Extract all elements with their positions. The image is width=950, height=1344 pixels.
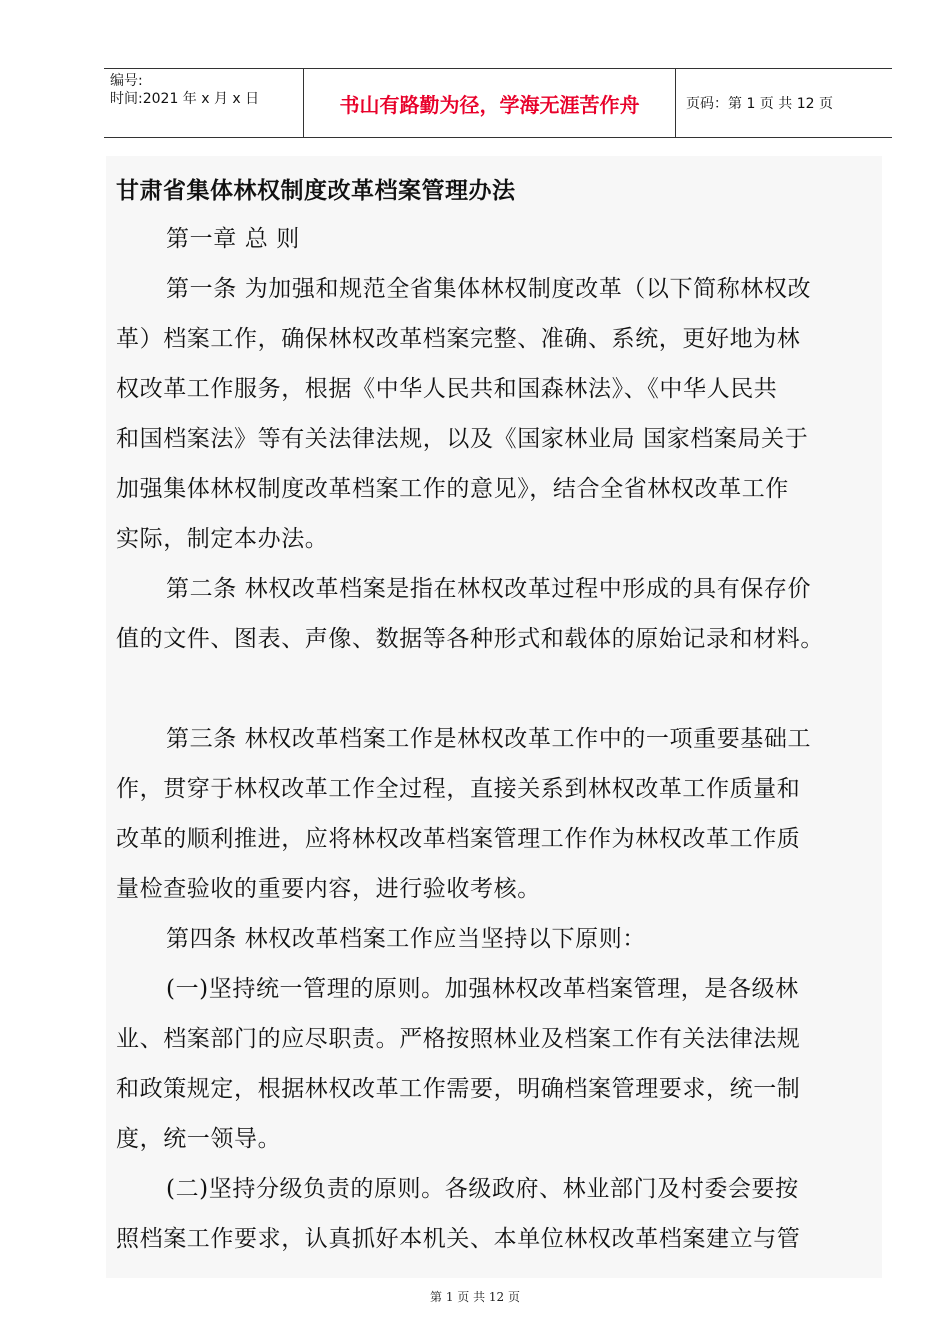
paragraph-line: 改革的顺利推进，应将林权改革档案管理工作作为林权改革工作质: [116, 826, 801, 852]
article-1: [116, 264, 886, 564]
paragraph-line: (一)坚持统一管理的原则。加强林权改革档案管理，是各级林: [166, 976, 799, 1002]
paragraph-line: 和国档案法》等有关法律法规，以及《国家林业局 国家档案局关于: [116, 426, 809, 452]
article-2: [116, 564, 886, 664]
article-3: [116, 714, 886, 914]
header-meta: [104, 69, 304, 137]
time-label: 时间:2021 年 x 月 x 日: [110, 91, 260, 107]
principle-2: [116, 1164, 886, 1264]
paragraph-line: 量检查验收的重要内容，进行验收考核。: [116, 876, 541, 902]
header-page-label: 页码：第 1 页 共 12 页: [686, 96, 833, 112]
page-header: [104, 68, 892, 138]
page-footer: 第 1 页 共 12 页: [430, 1290, 520, 1304]
chapter-text: 第一章 总 则: [166, 226, 300, 252]
paragraph-line: 第一条 为加强和规范全省集体林权制度改革（以下简称林权改: [166, 276, 812, 302]
article-4: [116, 914, 886, 964]
paragraph-line: 第二条 林权改革档案是指在林权改革过程中形成的具有保存价: [166, 576, 812, 602]
principle-1: [116, 964, 886, 1164]
paragraph-line: 加强集体林权制度改革档案工作的意见》，结合全省林权改革工作: [116, 476, 789, 502]
paragraph-line: 度，统一领导。: [116, 1126, 282, 1152]
paragraph-line: 第三条 林权改革档案工作是林权改革工作中的一项重要基础工: [166, 726, 812, 752]
header-motto: 书山有路勤为径，学海无涯苦作舟: [304, 69, 676, 137]
paragraph-line: 业、档案部门的应尽职责。严格按照林业及档案工作有关法律法规: [116, 1026, 801, 1052]
paragraph-line: 照档案工作要求，认真抓好本机关、本单位林权改革档案建立与管: [116, 1226, 801, 1252]
paragraph-line: 权改革工作服务，根据《中华人民共和国森林法》、《中华人民共: [116, 376, 778, 402]
paragraph-line: (二)坚持分级负责的原则。各级政府、林业部门及村委会要按: [166, 1176, 799, 1202]
paragraph-line: 革）档案工作，确保林权改革档案完整、准确、系统，更好地为林: [116, 326, 801, 352]
paragraph-line: 值的文件、图表、声像、数据等各种形式和载体的原始记录和材料。: [116, 626, 824, 652]
number-label: 编号:: [110, 73, 143, 89]
document-body: [106, 156, 882, 1278]
paragraph-line: 和政策规定，根据林权改革工作需要，明确档案管理要求，统一制: [116, 1076, 801, 1102]
paragraph-line: 第四条 林权改革档案工作应当坚持以下原则：: [166, 926, 646, 952]
paragraph-line: 作，贯穿于林权改革工作全过程，直接关系到林权改革工作质量和: [116, 776, 801, 802]
document-title: 甘肃省集体林权制度改革档案管理办法: [116, 178, 516, 204]
chapter-heading: [116, 214, 886, 264]
paragraph-line: 实际，制定本办法。: [116, 526, 329, 552]
